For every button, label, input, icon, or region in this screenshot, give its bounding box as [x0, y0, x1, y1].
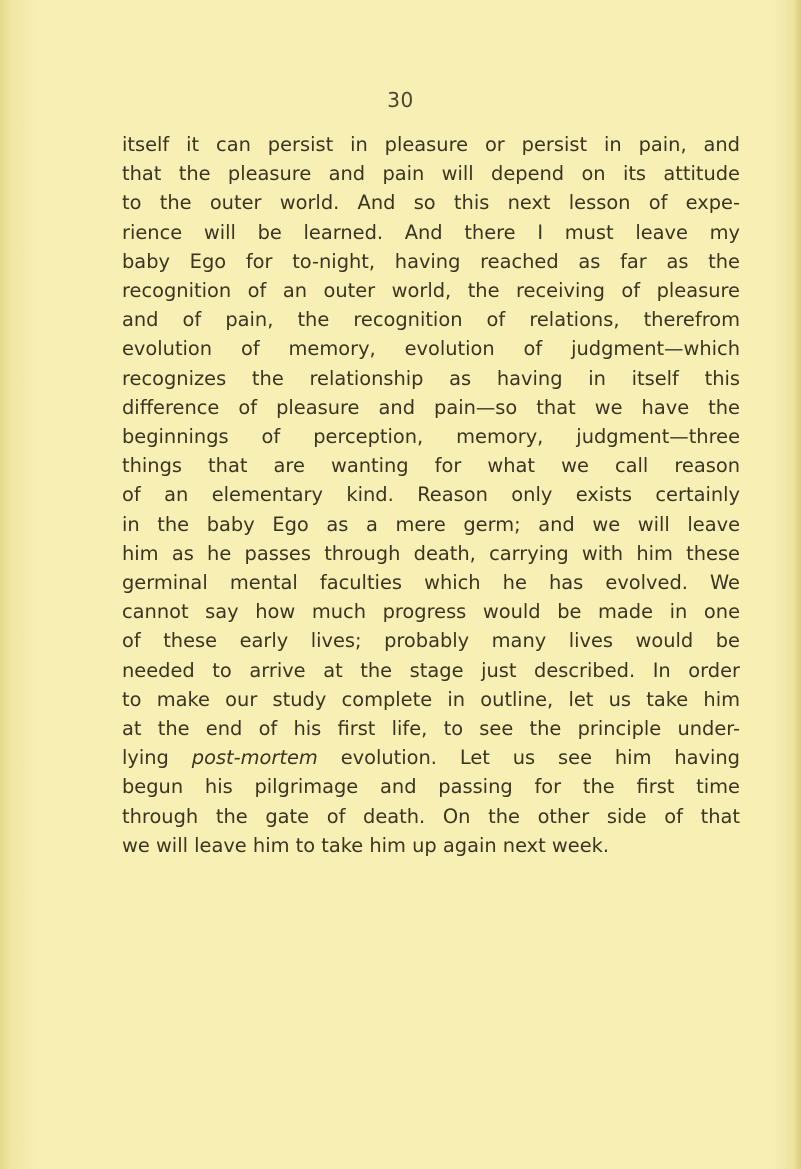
text-line: of an elementary kind. Reason only exists certainly [122, 483, 740, 507]
text-line: we will leave him to take him up again next week. [122, 833, 610, 857]
text-line: beginnings of perception, memory, judgment—three [122, 425, 740, 449]
text-line: through the gate of death. On the other side of that [122, 804, 740, 828]
text-line: difference of pleasure and pain—so that we have the [122, 395, 740, 419]
italic-term: post-mortem [191, 746, 318, 770]
text-line: things that are wanting for what we call reason [122, 454, 740, 478]
page-binding-edge [0, 0, 30, 1169]
text-line: cannot say how much progress would be made in one [122, 600, 740, 624]
text-line: rience will be learned. And there I must leave my [122, 220, 740, 244]
text-line: to make our study complete in outline, let us take him [122, 687, 740, 711]
text-line: recognition of an outer world, the receiving of pleasure [122, 279, 740, 303]
text-line-with-italic [122, 743, 740, 772]
text-line: itself it can persist in pleasure or persist in pain, and [122, 133, 740, 156]
text-line: in the baby Ego as a mere germ; and we will leave [122, 512, 740, 536]
body-paragraph [122, 130, 740, 860]
page-number: 30 [387, 88, 414, 112]
page-outer-edge [783, 0, 801, 1169]
text-line: germinal mental faculties which he has evolved. We [122, 571, 740, 595]
text-line: to the outer world. And so this next lesson of expe- [122, 191, 740, 215]
text-line: of these early lives; probably many lives would be [122, 629, 740, 653]
text-line: him as he passes through death, carrying with him these [122, 541, 740, 565]
text-line: begun his pilgrimage and passing for the first time [122, 775, 740, 799]
text-line: that the pleasure and pain will depend on its attitude [122, 162, 740, 186]
text-line: evolution of memory, evolution of judgment—which [122, 337, 740, 361]
text-line: baby Ego for to-night, having reached as far as the [122, 249, 740, 273]
text-segment: evolution. Let us see him having [340, 746, 740, 770]
text-line: at the end of his first life, to see the principle under- [122, 717, 740, 741]
text-line: and of pain, the recognition of relations, therefrom [122, 308, 740, 332]
text-segment: lying [122, 746, 169, 770]
text-line: needed to arrive at the stage just described. In order [122, 658, 740, 682]
text-line: recognizes the relationship as having in itself this [122, 366, 740, 390]
